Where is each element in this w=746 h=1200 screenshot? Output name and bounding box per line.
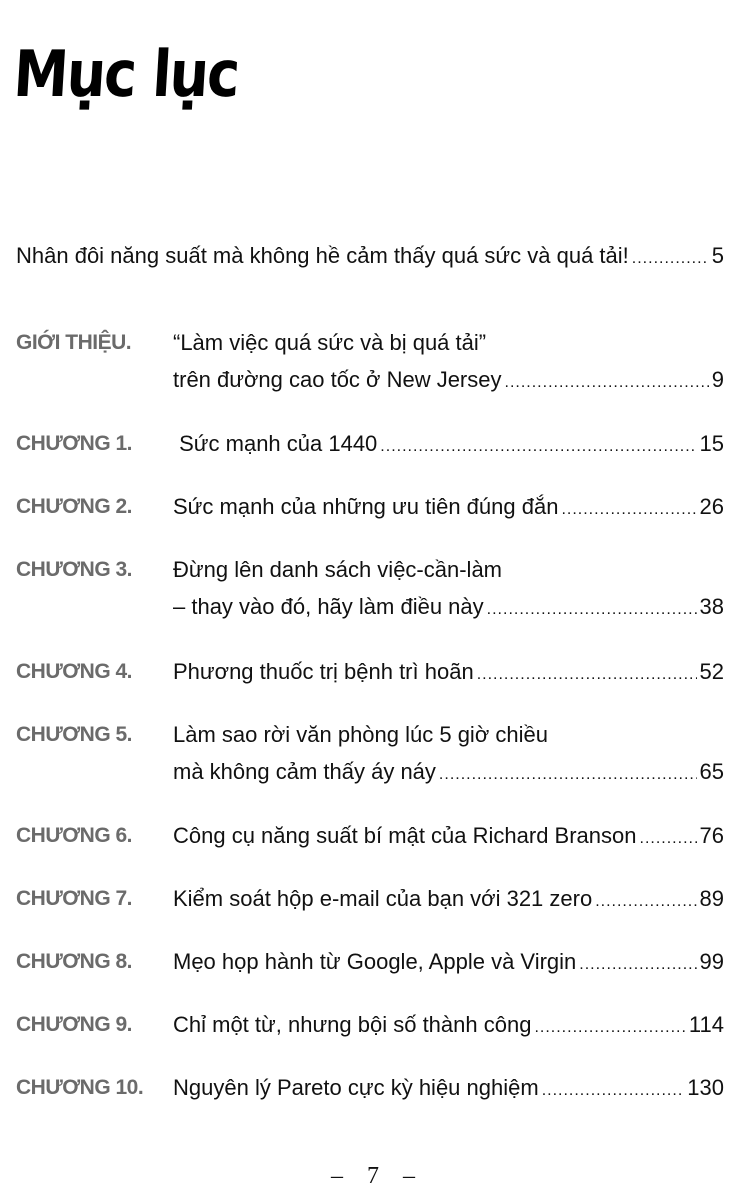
toc-title-line1: “Làm việc quá sức và bị quá tải” xyxy=(173,330,487,355)
toc-page: 76 xyxy=(699,823,724,848)
toc-label: CHƯƠNG 5. xyxy=(16,723,133,746)
toc-label: CHƯƠNG 6. xyxy=(16,824,133,847)
toc-page: 38 xyxy=(699,594,724,619)
toc-entry-chapter-9 xyxy=(16,1006,724,1046)
toc-title: Nguyên lý Pareto cực kỳ hiệu nghiệm xyxy=(173,1075,539,1100)
toc-title-line1: Làm sao rời văn phòng lúc 5 giờ chiều xyxy=(173,722,548,747)
toc-entry-chapter-2 xyxy=(16,488,724,528)
toc-label: CHƯƠNG 7. xyxy=(16,887,133,910)
toc-label: GIỚI THIỆU. xyxy=(16,331,132,354)
page-title: Mục lục xyxy=(11,38,241,112)
toc-title: Chỉ một từ, nhưng bội số thành công xyxy=(173,1012,532,1037)
toc-entry-chapter-10 xyxy=(16,1069,724,1109)
toc-page: 26 xyxy=(699,494,724,519)
toc-title: Sức mạnh của những ưu tiên đúng đắn xyxy=(173,494,559,519)
toc-page: 130 xyxy=(687,1075,724,1100)
toc-entry-intro xyxy=(16,324,724,401)
toc-page: 89 xyxy=(699,886,724,911)
page-number: 7 xyxy=(367,1163,379,1189)
toc-page: 99 xyxy=(699,949,724,974)
toc-entry-chapter-4 xyxy=(16,653,724,693)
toc-title-line1: Đừng lên danh sách việc-cần-làm xyxy=(173,557,503,582)
toc-title-line2: mà không cảm thấy áy náy xyxy=(173,759,436,784)
toc-page: 15 xyxy=(699,431,724,456)
intro-entry xyxy=(16,238,724,277)
toc-title: Phương thuốc trị bệnh trì hoãn xyxy=(173,659,474,684)
footer-dash-left: – xyxy=(331,1163,343,1189)
toc-entry-chapter-8 xyxy=(16,943,724,983)
toc-label: CHƯƠNG 8. xyxy=(16,950,133,973)
toc-label: CHƯƠNG 2. xyxy=(16,495,133,518)
toc-label: CHƯƠNG 3. xyxy=(16,558,133,581)
dot-leader xyxy=(534,1009,685,1046)
toc-title-line2: trên đường cao tốc ở New Jersey xyxy=(173,367,502,392)
toc-title: Kiểm soát hộp e-mail của bạn với 321 zero xyxy=(173,886,593,911)
toc-entry-chapter-7 xyxy=(16,880,724,920)
dot-leader xyxy=(505,364,709,401)
dot-leader xyxy=(542,1072,685,1109)
toc-page: 65 xyxy=(699,759,724,784)
dot-leader xyxy=(380,428,696,465)
page-footer xyxy=(0,1163,746,1190)
dot-leader xyxy=(640,820,697,857)
dot-leader xyxy=(561,491,696,528)
intro-text: Nhân đôi năng suất mà không hề cảm thấy quá sức và quá tải! xyxy=(16,243,629,268)
toc-entry-chapter-5 xyxy=(16,716,724,793)
toc-label: CHƯƠNG 4. xyxy=(16,660,133,683)
toc-label: CHƯƠNG 9. xyxy=(16,1013,133,1036)
toc-title: Sức mạnh của 1440 xyxy=(173,431,378,456)
dot-leader xyxy=(439,756,697,793)
footer-dash-right: – xyxy=(403,1163,415,1189)
dot-leader xyxy=(579,946,696,983)
toc-page: 114 xyxy=(688,1012,724,1037)
toc-title-line2: – thay vào đó, hãy làm điều này xyxy=(173,594,484,619)
intro-page: 5 xyxy=(711,243,724,268)
toc-title: Công cụ năng suất bí mật của Richard Branson xyxy=(173,823,637,848)
toc-page: 52 xyxy=(699,659,724,684)
toc-entry-chapter-6 xyxy=(16,817,724,857)
toc-entry-chapter-1 xyxy=(16,425,724,465)
dot-leader xyxy=(487,591,697,628)
toc-title: Mẹo họp hành từ Google, Apple và Virgin xyxy=(173,949,577,974)
toc-entry-chapter-3 xyxy=(16,551,724,628)
dot-leader xyxy=(632,241,709,277)
dot-leader xyxy=(477,656,697,693)
dot-leader xyxy=(595,883,696,920)
toc-page: 9 xyxy=(711,367,724,392)
toc-label: CHƯƠNG 1. xyxy=(16,432,133,455)
toc-label: CHƯƠNG 10. xyxy=(16,1076,144,1099)
